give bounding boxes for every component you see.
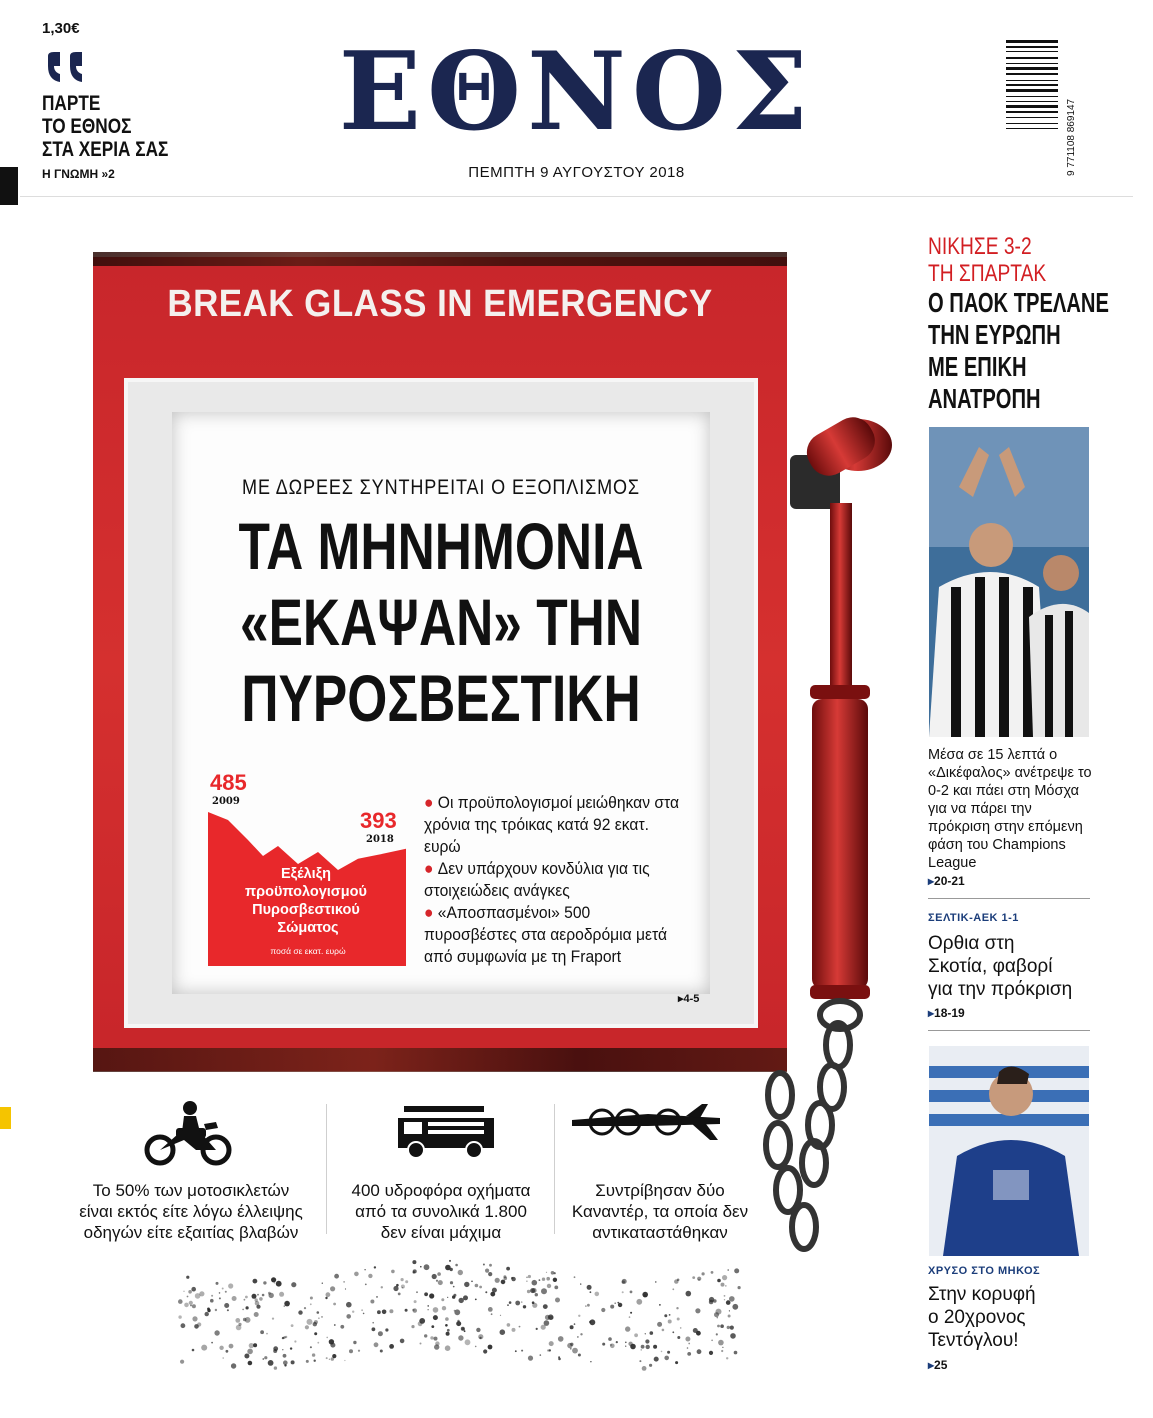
newspaper-logo[interactable]: ΕΘΝΟΣ [338, 29, 815, 155]
sports-kicker: ΝΙΚΗΣΕ 3-2 ΤΗ ΣΠΑΡΤΑΚ [928, 233, 1047, 287]
caption-motorcycles: Το 50% των μοτοσικλετών είναι εκτός είτε λόγω έλλειψης οδηγών είτε εξαιτίας βλαβών [79, 1181, 303, 1242]
break-glass-label: BREAK GLASS IN EMERGENCY [167, 283, 713, 325]
tentoglou-page-ref[interactable]: ▸25 [928, 1358, 948, 1372]
column-divider [326, 1104, 327, 1234]
tentoglou-photo [929, 1046, 1089, 1256]
arrow-right-icon: ▸ [928, 874, 935, 888]
gold-kicker: ΧΡΥΣΟ ΣΤΟ ΜΗΚΟΣ [928, 1265, 1041, 1277]
paok-headline[interactable]: Ο ΠΑΟΚ ΤΡΕΛΑΝΕ ΤΗΝ ΕΥΡΩΠΗ ΜΕ ΕΠΙΚΗ ΑΝΑΤΡΟΠΗ [928, 287, 1109, 414]
column-divider [554, 1104, 555, 1234]
paok-players-photo [929, 427, 1089, 737]
aek-page-ref[interactable]: ▸18-19 [928, 1006, 965, 1020]
canadair-plane-icon [572, 1104, 724, 1152]
year-label-end: 2018 [366, 834, 394, 845]
main-kicker: ΜΕ ΔΩΡΕΕΣ ΣΥΝΤΗΡΕΙΤΑΙ Ο ΕΞΟΠΛΙΣΜΟΣ [242, 476, 640, 499]
headline-line-2: «ΕΚΑΨΑΝ» ΤΗΝ [239, 585, 643, 659]
barcode [1004, 36, 1078, 180]
caption-canadair: Συντρίβησαν δύο Καναντέρ, τα οποία δεν αντικαταστάθηκαν [571, 1181, 749, 1242]
tentoglou-headline[interactable]: Στην κορυφή ο 20χρονος Τεντόγλου! [928, 1284, 1036, 1351]
value-label-end: 393 [360, 808, 397, 833]
sidebar-divider [928, 1030, 1090, 1031]
bullet-dot-icon: ● [424, 859, 438, 878]
budget-chart [208, 770, 408, 966]
promo-page-ref[interactable]: Η ΓΝΩΜΗ »2 [42, 167, 115, 181]
sidebar-divider [928, 898, 1090, 899]
paok-page-ref[interactable]: ▸20-21 [928, 874, 965, 888]
main-page-ref[interactable]: ▸4-5 [678, 993, 700, 1005]
burnt-edge-bottom [93, 1048, 787, 1072]
chart-title: Εξέλιξη προϋπολογισμού Πυροσβεστικού Σώματος [245, 866, 367, 936]
barcode-number: 9 771108 869147 [1066, 98, 1077, 176]
motorcycle-icon [144, 1100, 232, 1166]
arrow-right-icon: ▸ [928, 1006, 935, 1020]
bullet-item-2: ● Δεν υπάρχουν κονδύλια για τις στοιχειώδεις ανάγκες [424, 859, 650, 900]
main-bullets [424, 792, 682, 968]
masthead-rule [20, 196, 1133, 197]
bullet-item-1: ● Οι προϋπολογισμοί μειώθηκαν στα χρόνια της τρόικας κατά 92 εκατ. ευρώ [424, 793, 680, 856]
glass-debris [160, 1240, 760, 1380]
promo-line-1: ΠΑΡΤΕ [42, 92, 101, 115]
bullet-dot-icon: ● [424, 793, 438, 812]
headline-line-3: ΠΥΡΟΣΒΕΣΤΙΚΗ [241, 661, 641, 735]
promo-line-3: ΣΤΑ ΧΕΡΙΑ ΣΑΣ [42, 138, 169, 161]
value-label-start: 485 [210, 770, 247, 795]
caption-fire-trucks: 400 υδροφόρα οχήματα από τα συνολικά 1.800 δεν είναι μάχιμα [351, 1181, 531, 1242]
fire-truck-icon [396, 1104, 498, 1160]
burnt-edge-top [93, 252, 787, 266]
promo-line-2: ΤΟ ΕΘΝΟΣ [42, 115, 132, 138]
main-headline[interactable] [231, 508, 651, 736]
paok-summary: Μέσα σε 15 λεπτά ο «Δικέφαλος» ανέτρεψε το 0-2 και πάει στη Μόσχα για να πάρει την πρόκριση στην επόμενη φάση του Champions League [928, 747, 1092, 871]
price-label: 1,30€ [42, 20, 80, 37]
celtic-aek-kicker: ΣΕΛΤΙΚ-ΑΕΚ 1-1 [928, 912, 1019, 924]
emergency-hammer-icon [760, 415, 900, 1255]
arrow-right-icon: ▸ [928, 1358, 935, 1372]
headline-line-1: ΤΑ ΜΗΝΗΜΟΝΙΑ [238, 509, 644, 583]
year-label-start: 2009 [212, 796, 240, 807]
edge-marker-yellow [0, 1107, 11, 1129]
chart-unit-note: ποσά σε εκατ. ευρώ [270, 946, 346, 956]
bullet-item-3: ● «Αποσπασμένοι» 500 πυροσβέστες στα αεροδρόμια μετά από συμφωνία με τη Fraport [424, 903, 668, 966]
bullet-dot-icon: ● [424, 903, 438, 922]
issue-date: ΠΕΜΠΤΗ 9 ΑΥΓΟΥΣΤΟΥ 2018 [468, 164, 685, 181]
aek-headline[interactable]: Ορθια στη Σκοτία, φαβορί για την πρόκριση [928, 933, 1073, 1000]
